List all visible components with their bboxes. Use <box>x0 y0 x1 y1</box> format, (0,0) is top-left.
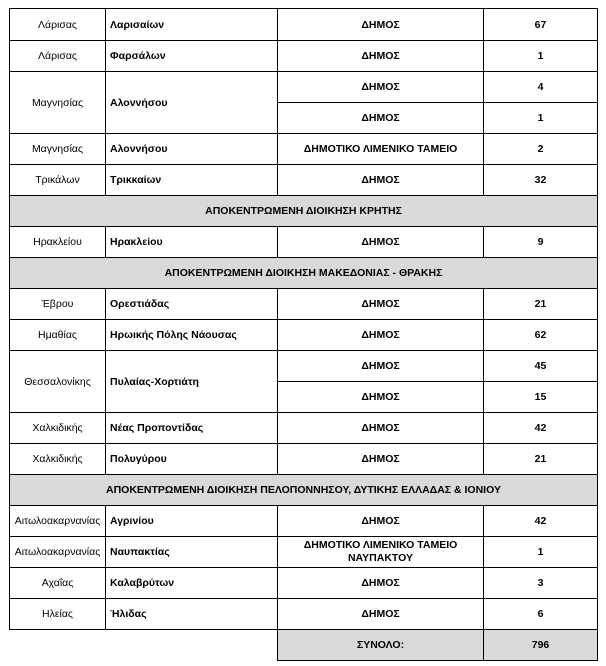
section-header: ΑΠΟΚΕΝΤΡΩΜΕΝΗ ΔΙΟΙΚΗΣΗ ΠΕΛΟΠΟΝΝΗΣΟΥ, ΔΥΤΙΚΗΣ ΕΛΛΑΔΑΣ & ΙΟΝΙΟΥ <box>10 475 598 506</box>
entity-type-cell: ΔΗΜΟΣ <box>278 382 484 413</box>
count-cell: 45 <box>484 351 598 382</box>
municipality-cell: Ναυπακτίας <box>106 537 278 568</box>
section-header-row <box>10 196 598 227</box>
blank-cell <box>106 630 278 661</box>
count-cell: 21 <box>484 289 598 320</box>
region-cell: Λάρισας <box>10 41 106 72</box>
total-row <box>10 630 598 661</box>
municipality-cell: Πολυγύρου <box>106 444 278 475</box>
table-row <box>10 227 598 258</box>
municipality-cell: Αλοννήσου <box>106 72 278 134</box>
table-row <box>10 351 598 382</box>
region-cell: Ημαθίας <box>10 320 106 351</box>
count-cell: 4 <box>484 72 598 103</box>
region-cell: Ηλείας <box>10 599 106 630</box>
table-row <box>10 9 598 41</box>
municipality-cell: Αλοννήσου <box>106 134 278 165</box>
count-cell: 62 <box>484 320 598 351</box>
entity-type-cell: ΔΗΜΟΣ <box>278 444 484 475</box>
entity-type-cell: ΔΗΜΟΣ <box>278 165 484 196</box>
total-label: ΣΥΝΟΛΟ: <box>278 630 484 661</box>
table-row <box>10 506 598 537</box>
entity-type-cell: ΔΗΜΟΣ <box>278 41 484 72</box>
section-header-row <box>10 258 598 289</box>
section-header-row <box>10 475 598 506</box>
section-header: ΑΠΟΚΕΝΤΡΩΜΕΝΗ ΔΙΟΙΚΗΣΗ ΚΡΗΤΗΣ <box>10 196 598 227</box>
count-cell: 32 <box>484 165 598 196</box>
entity-type-cell: ΔΗΜΟΣ <box>278 9 484 41</box>
entity-type-cell: ΔΗΜΟΤΙΚΟ ΛΙΜΕΝΙΚΟ ΤΑΜΕΙΟ ΝΑΥΠΑΚΤΟΥ <box>278 537 484 568</box>
count-cell: 1 <box>484 537 598 568</box>
entity-type-cell: ΔΗΜΟΣ <box>278 289 484 320</box>
municipality-cell: Καλαβρύτων <box>106 568 278 599</box>
count-cell: 3 <box>484 568 598 599</box>
table-row <box>10 537 598 568</box>
count-cell: 2 <box>484 134 598 165</box>
municipality-cell: Ορεστιάδας <box>106 289 278 320</box>
municipality-cell: Ηρακλείου <box>106 227 278 258</box>
municipality-cell: Ήλιδας <box>106 599 278 630</box>
region-cell: Μαγνησίας <box>10 134 106 165</box>
table-row <box>10 289 598 320</box>
count-cell: 42 <box>484 506 598 537</box>
entity-type-cell: ΔΗΜΟΣ <box>278 72 484 103</box>
region-cell: Λάρισας <box>10 9 106 41</box>
table-row <box>10 165 598 196</box>
results-table <box>9 8 598 661</box>
municipality-cell: Αγρινίου <box>106 506 278 537</box>
table-row <box>10 413 598 444</box>
count-cell: 6 <box>484 599 598 630</box>
count-cell: 42 <box>484 413 598 444</box>
count-cell: 21 <box>484 444 598 475</box>
region-cell: Ηρακλείου <box>10 227 106 258</box>
region-cell: Μαγνησίας <box>10 72 106 134</box>
count-cell: 67 <box>484 9 598 41</box>
entity-type-cell: ΔΗΜΟΣ <box>278 413 484 444</box>
table-row <box>10 444 598 475</box>
entity-type-cell: ΔΗΜΟΣ <box>278 506 484 537</box>
table-row <box>10 599 598 630</box>
entity-type-cell: ΔΗΜΟΤΙΚΟ ΛΙΜΕΝΙΚΟ ΤΑΜΕΙΟ <box>278 134 484 165</box>
total-value: 796 <box>484 630 598 661</box>
region-cell: Χαλκιδικής <box>10 413 106 444</box>
table-row <box>10 72 598 103</box>
region-cell: Έβρου <box>10 289 106 320</box>
region-cell: Αιτωλοακαρνανίας <box>10 506 106 537</box>
region-cell: Χαλκιδικής <box>10 444 106 475</box>
region-cell: Θεσσαλονίκης <box>10 351 106 413</box>
municipality-cell: Νέας Προποντίδας <box>106 413 278 444</box>
region-cell: Αχαΐας <box>10 568 106 599</box>
table-row <box>10 568 598 599</box>
region-cell: Αιτωλοακαρνανίας <box>10 537 106 568</box>
region-cell: Τρικάλων <box>10 165 106 196</box>
municipality-cell: Τρικκαίων <box>106 165 278 196</box>
table-row <box>10 320 598 351</box>
table-row <box>10 41 598 72</box>
municipality-cell: Ηρωικής Πόλης Νάουσας <box>106 320 278 351</box>
count-cell: 1 <box>484 41 598 72</box>
municipality-cell: Λαρισαίων <box>106 9 278 41</box>
municipality-cell: Πυλαίας-Χορτιάτη <box>106 351 278 413</box>
section-header: ΑΠΟΚΕΝΤΡΩΜΕΝΗ ΔΙΟΙΚΗΣΗ ΜΑΚΕΔΟΝΙΑΣ - ΘΡΑΚΗΣ <box>10 258 598 289</box>
entity-type-cell: ΔΗΜΟΣ <box>278 320 484 351</box>
count-cell: 9 <box>484 227 598 258</box>
table-row <box>10 134 598 165</box>
count-cell: 15 <box>484 382 598 413</box>
municipality-cell: Φαρσάλων <box>106 41 278 72</box>
entity-type-cell: ΔΗΜΟΣ <box>278 227 484 258</box>
entity-type-cell: ΔΗΜΟΣ <box>278 568 484 599</box>
entity-type-cell: ΔΗΜΟΣ <box>278 599 484 630</box>
count-cell: 1 <box>484 103 598 134</box>
entity-type-cell: ΔΗΜΟΣ <box>278 103 484 134</box>
entity-type-cell: ΔΗΜΟΣ <box>278 351 484 382</box>
blank-cell <box>10 630 106 661</box>
